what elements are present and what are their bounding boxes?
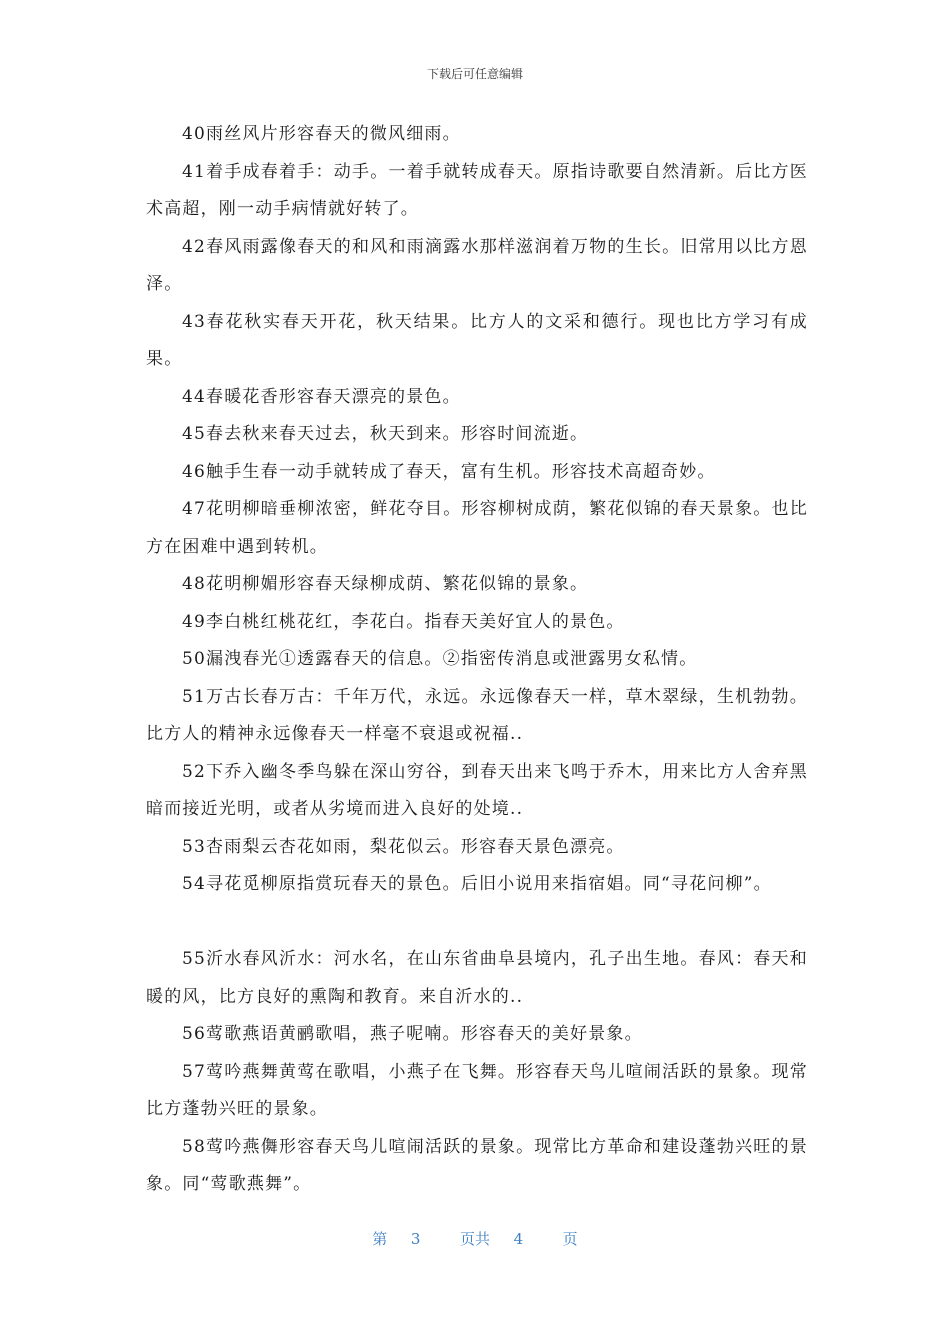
paragraph-42: 42春风雨露像春天的和风和雨滴露水那样滋润着万物的生长。旧常用以比方恩泽。	[146, 236, 808, 294]
paragraph-43: 43春花秋实春天开花，秋天结果。比方人的文采和德行。现也比方学习有成果。	[146, 311, 808, 369]
paragraph-54: 54寻花觅柳原指赏玩春天的景色。后旧小说用来指宿娼。同“寻花问柳”。	[182, 874, 772, 894]
footer-total-pages: 4	[513, 1230, 524, 1248]
paragraph-56: 56莺歌燕语黄鹂歌唱，燕子呢喃。形容春天的美好景象。	[182, 1024, 643, 1044]
paragraph-51: 51万古长春万古：千年万代，永远。永远像春天一样，草木翠绿，生机勃勃。比方人的精神永远像春天一样毫不衰退或祝福..	[146, 686, 808, 744]
paragraph-48: 48花明柳媚形容春天绿柳成荫、繁花似锦的景象。	[182, 574, 589, 594]
footer-total-label: 页共	[459, 1230, 490, 1248]
paragraph-46: 46触手生春一动手就转成了春天，富有生机。形容技术高超奇妙。	[182, 461, 716, 482]
paragraph-44: 44春暖花香形容春天漂亮的景色。	[182, 386, 461, 407]
footer-page-suffix: 页	[562, 1230, 578, 1248]
paragraph-55: 55沂水春风沂水：河水名，在山东省曲阜县境内，孔子出生地。春风：春天和暖的风，比方良好的熏陶和教育。来自沂水的..	[146, 949, 808, 1007]
footer-page-label: 第	[372, 1230, 388, 1248]
page-footer	[0, 1229, 950, 1249]
paragraph-41: 41着手成春着手：动手。一着手就转成春天。原指诗歌要自然清新。后比方医术高超，刚一动手病情就好转了。	[146, 161, 808, 219]
document-body	[146, 116, 808, 1204]
page-header	[0, 66, 950, 82]
paragraph-45: 45春去秋来春天过去，秋天到来。形容时间流逝。	[182, 424, 589, 444]
paragraph-40: 40雨丝风片形容春天的微风细雨。	[182, 124, 461, 144]
paragraph-53: 53杏雨梨云杏花如雨，梨花似云。形容春天景色漂亮。	[182, 836, 625, 857]
footer-current-page: 3	[410, 1230, 421, 1248]
paragraph-47: 47花明柳暗垂柳浓密，鲜花夺目。形容柳树成荫，繁花似锦的春天景象。也比方在困难中遇到转机。	[146, 499, 808, 557]
header-text: 下载后可任意编辑	[426, 67, 523, 81]
paragraph-58: 58莺吟燕儛形容春天鸟儿喧闹活跃的景象。现常比方革命和建设蓬勃兴旺的景象。同“莺歌燕舞”。	[146, 1136, 808, 1194]
paragraph-52: 52下乔入幽冬季鸟躲在深山穷谷，到春天出来飞鸣于乔木，用来比方人舍弃黑暗而接近光明，或者从劣境而进入良好的处境..	[146, 761, 808, 819]
paragraph-50: 50漏洩春光①透露春天的信息。②指密传消息或泄露男女私情。	[182, 649, 698, 669]
paragraph-49: 49李白桃红桃花红，李花白。指春天美好宜人的景色。	[182, 611, 625, 632]
paragraph-57: 57莺吟燕舞黄莺在歌唱，小燕子在飞舞。形容春天鸟儿喧闹活跃的景象。现常比方蓬勃兴旺的景象。	[146, 1061, 808, 1119]
